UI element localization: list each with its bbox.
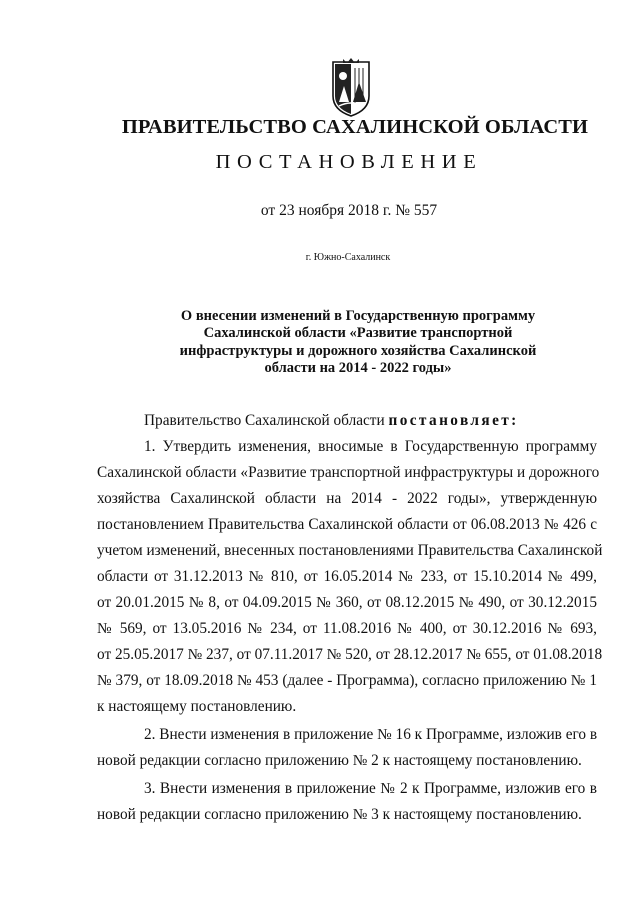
subject-line: области на 2014 - 2022 годы»	[264, 359, 452, 376]
paragraph-line: от 20.01.2015 № 8, от 04.09.2015 № 360, от 08.12.2015 № 490, от 30.12.2015	[97, 594, 597, 611]
paragraph-line: от 25.05.2017 № 237, от 07.11.2017 № 520, от 28.12.2017 № 655, от 01.08.2018	[97, 646, 603, 663]
paragraph-line: области от 31.12.2013 № 810, от 16.05.2014 № 233, от 15.10.2014 № 499,	[97, 568, 597, 585]
paragraph-line: постановлением Правительства Сахалинской области от 06.08.2013 № 426 с	[97, 516, 597, 533]
paragraph-line: 2. Внести изменения в приложение № 16 к Программе, изложив его в	[144, 726, 598, 743]
document-type: ПОСТАНОВЛЕНИЕ	[215, 151, 483, 173]
government-title: ПРАВИТЕЛЬСТВО САХАЛИНСКОЙ ОБЛАСТИ	[121, 116, 589, 138]
paragraph-line: Сахалинской области «Развитие транспортной инфраструктуры и дорожного	[97, 464, 600, 481]
paragraph-line: новой редакции согласно приложению № 3 к настоящему постановлению.	[97, 806, 582, 823]
subject-line: инфраструктуры и дорожного хозяйства Сахалинской	[179, 342, 537, 359]
paragraph-line: № 379, от 18.09.2018 № 453 (далее - Программа), согласно приложению № 1	[97, 672, 597, 689]
paragraph-line: к настоящему постановлению.	[97, 698, 297, 715]
document-subject	[150, 308, 566, 377]
document-city: г. Южно-Сахалинск	[305, 252, 391, 263]
document-date-number: от 23 ноября 2018 г. № 557	[260, 202, 438, 219]
paragraph-line: хозяйства Сахалинской области на 2014 - 2022 годы», утвержденную	[97, 490, 597, 507]
subject-line: Сахалинской области «Развитие транспортной	[203, 325, 513, 342]
subject-line: О внесении изменений в Государственную программу	[180, 308, 536, 324]
paragraph-line: 3. Внести изменения в приложение № 2 к Программе, изложив его в	[144, 780, 597, 797]
preamble	[144, 412, 519, 430]
preamble-verb: постановляет:	[388, 412, 519, 429]
paragraph-line: учетом изменений, внесенных постановлениями Правительства Сахалинской	[97, 542, 603, 559]
preamble-prefix: Правительство Сахалинской области	[144, 412, 389, 429]
paragraph-line: № 569, от 13.05.2016 № 234, от 11.08.2016 № 400, от 30.12.2016 № 693,	[97, 620, 597, 637]
sakhalin-coat-of-arms-icon	[329, 58, 373, 118]
paragraph-line: новой редакции согласно приложению № 2 к настоящему постановлению.	[97, 752, 582, 769]
paragraph-line: 1. Утвердить изменения, вносимые в Государственную программу	[144, 438, 597, 455]
